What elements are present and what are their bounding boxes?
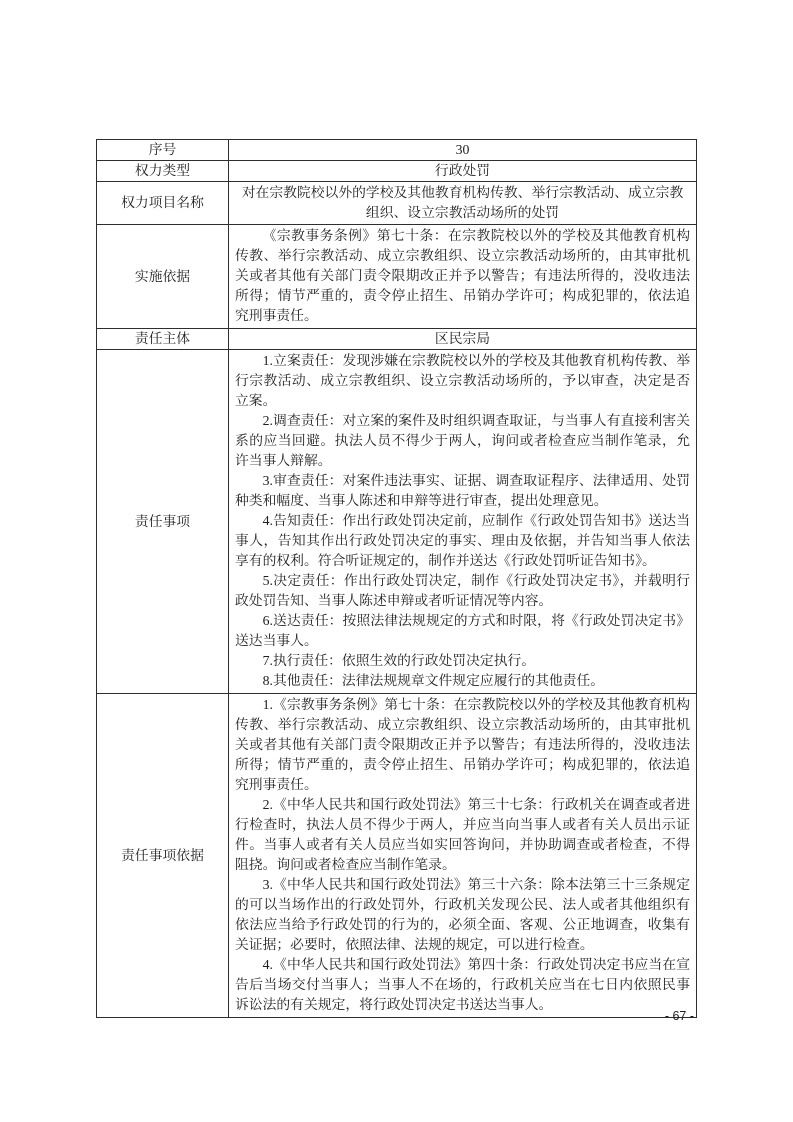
- power-item-table: [96, 139, 697, 1018]
- row-label-power-type: 权力类型: [97, 161, 229, 182]
- table-row-responsibility-items: [97, 350, 697, 694]
- paragraph: 3.《中华人民共和国行政处罚法》第三十六条：除本法第三十三条规定的可以当场作出的行政处罚外，行政机关发现公民、法人或者其他组织有依法应当给予行政处罚的行为的，必须全面、客观、公正地调查，收集有关证据；必要时，依照法律、法规的规定，可以进行检查。: [235, 877, 690, 952]
- row-label-serial: 序号: [97, 140, 229, 161]
- table-row-responsible-entity: [97, 329, 697, 350]
- paragraph: 3.审查责任：对案件违法事实、证据、调查取证程序、法律适用、处罚种类和幅度、当事人陈述和申辩等进行审查，提出处理意见。: [235, 473, 690, 508]
- paragraph: 7.执行责任：依照生效的行政处罚决定执行。: [262, 653, 536, 668]
- paragraph: 2.《中华人民共和国行政处罚法》第三十七条：行政机关在调查或者进行检查时，执法人员不得少于两人，并应当向当事人或者有关人员出示证件。当事人或者有关人员应当如实回答询问，并协助调查或者检查，不得阻挠。询问或者检查应当制作笔录。: [235, 797, 690, 872]
- row-label-responsibility-items-basis: 责任事项依据: [97, 694, 229, 1018]
- table-row-responsibility-items-basis: [97, 694, 697, 1018]
- paragraph: 1.《宗教事务条例》第七十条：在宗教院校以外的学校及其他教育机构传教、举行宗教活动、成立宗教组织、设立宗教活动场所的，由其审批机关或者其他有关部门责令限期改正并予以警告；有违法所得的，没收违法所得；情节严重的，责令停止招生、吊销办学许可；构成犯罪的，依法追究刑事责任。: [235, 697, 690, 792]
- row-label-responsible-entity: 责任主体: [97, 329, 229, 350]
- paragraph: 1.立案责任：发现涉嫌在宗教院校以外的学校及其他教育机构传教、举行宗教活动、成立宗教组织、设立宗教活动场所的，予以审查，决定是否立案。: [235, 353, 690, 408]
- paragraph: 4.告知责任：作出行政处罚决定前，应制作《行政处罚告知书》送达当事人，告知其作出行政处罚决定的事实、理由及依据，并告知当事人依法享有的权利。符合听证规定的，制作并送达《行政处罚听证告知书》。: [235, 513, 690, 568]
- row-label-responsibility-items: 责任事项: [97, 350, 229, 694]
- row-value-power-item-name: 对在宗教院校以外的学校及其他教育机构传教、举行宗教活动、成立宗教组织、设立宗教活动场所的处罚: [229, 182, 697, 225]
- row-value-implementation-basis: [229, 225, 697, 329]
- paragraph: 8.其他责任：法律法规规章文件规定应履行的其他责任。: [262, 673, 605, 688]
- table-row-implementation-basis: [97, 225, 697, 329]
- row-value-responsible-entity: 区民宗局: [229, 329, 697, 350]
- paragraph: 《宗教事务条例》第七十条：在宗教院校以外的学校及其他教育机构传教、举行宗教活动、成立宗教组织、设立宗教活动场所的，由其审批机关或者其他有关部门责令限期改正并予以警告；有违法所得的，没收违法所得；情节严重的，责令停止招生、吊销办学许可；构成犯罪的，依法追究刑事责任。: [235, 228, 690, 323]
- page-number: - 67 -: [664, 1009, 694, 1023]
- paragraph: 5.决定责任：作出行政处罚决定，制作《行政处罚决定书》，并载明行政处罚告知、当事人陈述申辩或者听证情况等内容。: [235, 573, 690, 608]
- row-label-implementation-basis: 实施依据: [97, 225, 229, 329]
- table-row-power-type: [97, 161, 697, 182]
- paragraph: 2.调查责任：对立案的案件及时组织调查取证，与当事人有直接利害关系的应当回避。执法人员不得少于两人，询问或者检查应当制作笔录，允许当事人辩解。: [235, 413, 690, 468]
- paragraph: 4.《中华人民共和国行政处罚法》第四十条：行政处罚决定书应当在宣告后当场交付当事人；当事人不在场的，行政机关应当在七日内依照民事诉讼法的有关规定，将行政处罚决定书送达当事人。: [235, 957, 690, 1012]
- row-value-serial: 30: [229, 140, 697, 161]
- paragraph: 6.送达责任：按照法律法规规定的方式和时限，将《行政处罚决定书》送达当事人。: [235, 613, 690, 648]
- row-value-power-type: 行政处罚: [229, 161, 697, 182]
- row-value-responsibility-items: [229, 350, 697, 694]
- row-value-responsibility-items-basis: [229, 694, 697, 1018]
- table-row-serial: [97, 140, 697, 161]
- table-row-power-item-name: [97, 182, 697, 225]
- row-label-power-item-name: 权力项目名称: [97, 182, 229, 225]
